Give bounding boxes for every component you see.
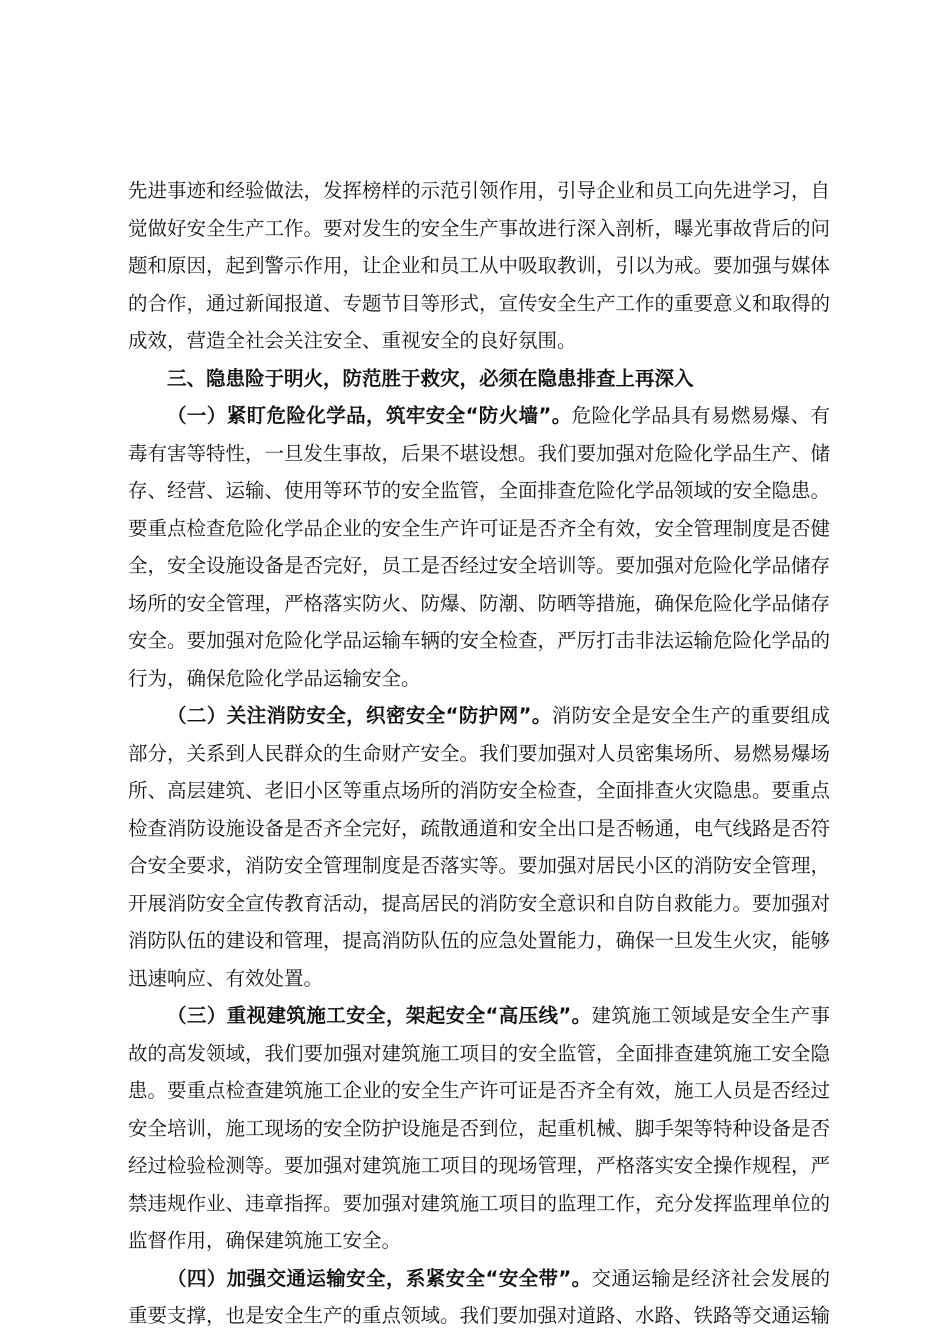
intro-paragraph: 先进事迹和经验做法，发挥榜样的示范引领作用，引导企业和员工向先进学习，自觉做好安全生产工作。要对发生的安全生产事故进行深入剖析，曝光事故背后的问题和原因，起到警示作用，让企业和员工从中吸取教训，引以为戒。要加强与媒体的合作，通过新闻报道、专题节目等形式，宣传安全生产工作的重要意义和取得的成效，营造全社会关注安全、重视安全的良好氛围。 xyxy=(128,179,831,352)
document-body xyxy=(128,172,830,1335)
subsection-2-body: 消防安全是安全生产的重要组成部分，关系到人民群众的生命财产安全。我们要加强对人员密集场所、易燃易爆场所、高层建筑、老旧小区等重点场所的消防安全检查，全面排查火灾隐患。要重点检查消防设施设备是否齐全完好，疏散通道和安全出口是否畅通，电气线路是否符合安全要求，消防安全管理制度是否落实等。要加强对居民小区的消防安全管理，开展消防安全宣传教育活动，提高居民的消防安全意识和自防自救能力。要加强对消防队伍的建设和管理，提高消防队伍的应急处置能力，确保一旦发生火灾，能够迅速响应、有效处置。 xyxy=(128,704,831,990)
subsection-1-body: 危险化学品具有易燃易爆、有毒有害等特性，一旦发生事故，后果不堪设想。我们要加强对危险化学品生产、储存、经营、运输、使用等环节的安全监管，全面排查危险化学品领域的安全隐患。要重点检查危险化学品企业的安全生产许可证是否齐全有效，安全管理制度是否健全，安全设施设备是否完好，员工是否经过安全培训等。要加强对危险化学品储存场所的安全管理，严格落实防火、防爆、防潮、防晒等措施，确保危险化学品储存安全。要加强对危险化学品运输车辆的安全检查，严厉打击非法运输危险化学品的行为，确保危险化学品运输安全。 xyxy=(128,404,831,690)
subsection-1-paragraph xyxy=(128,397,830,697)
subsection-1-lead: （一）紧盯危险化学品，筑牢安全“防火墙”。 xyxy=(167,404,572,427)
subsection-3-paragraph xyxy=(128,997,830,1260)
subsection-3-lead: （三）重视建筑施工安全，架起安全“高压线”。 xyxy=(167,1004,592,1027)
subsection-4-body: 交通运输是经济社会发展的重要支撑，也是安全生产的重点领域。我们要加强对道路、水路、铁路等交通运输 xyxy=(128,1266,831,1327)
subsection-2-lead: （二）关注消防安全，织密安全“防护网”。 xyxy=(167,704,552,727)
subsection-3-body: 建筑施工领域是安全生产事故的高发领域，我们要加强对建筑施工项目的安全监管，全面排查建筑施工安全隐患。要重点检查建筑施工企业的安全生产许可证是否齐全有效，施工人员是否经过安全培训，施工现场的安全防护设施是否到位，起重机械、脚手架等特种设备是否经过检验检测等。要加强对建筑施工项目的现场管理，严格落实安全操作规程，严禁违规作业、违章指挥。要加强对建筑施工项目的监理工作，充分发挥监理单位的监督作用，确保建筑施工安全。 xyxy=(128,1004,831,1252)
section-heading: 三、隐患险于明火，防范胜于救灾，必须在隐患排查上再深入 xyxy=(167,366,694,390)
subsection-4-paragraph xyxy=(128,1260,830,1335)
subsection-4-lead: （四）加强交通运输安全，系紧安全“安全带”。 xyxy=(167,1266,592,1290)
subsection-2-paragraph xyxy=(128,697,830,997)
